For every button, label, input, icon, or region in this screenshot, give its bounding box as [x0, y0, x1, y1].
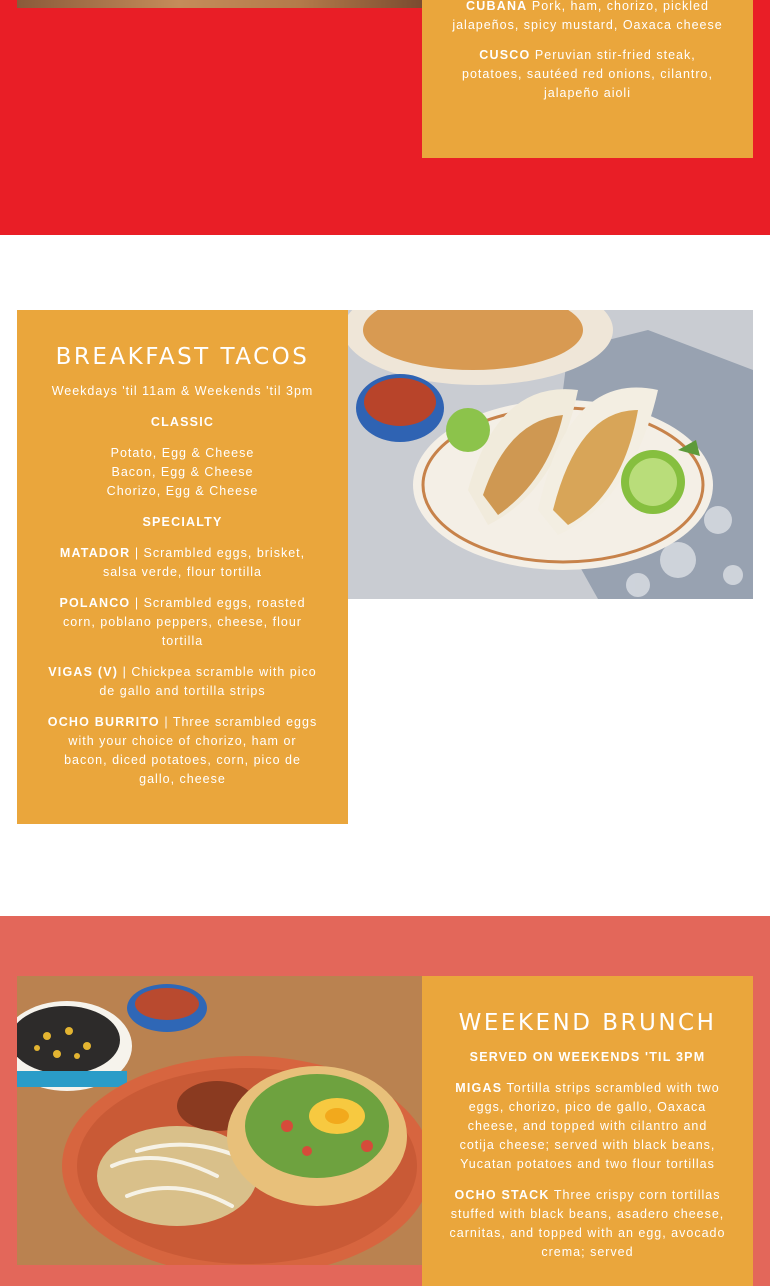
item-desc: Three scrambled eggs with your choice of chorizo, ham or bacon, diced potatoes, corn, pico de gallo, cheese: [64, 715, 318, 786]
item-name: CUSCO: [479, 48, 531, 62]
item-desc: Three crispy corn tortillas stuffed with black beans, asadero cheese, carnitas, and topped with an egg, avocado crema; served: [449, 1188, 726, 1259]
food-photo-top: [17, 0, 422, 8]
breakfast-tacos-card: [17, 310, 348, 824]
breakfast-tacos-title: BREAKFAST TACOS: [55, 344, 310, 370]
list-item: Potato, Egg & Cheese: [110, 446, 255, 460]
item-separator: |: [134, 546, 140, 560]
weekend-brunch-card: [422, 976, 753, 1286]
item-desc: Scrambled eggs, brisket, salsa verde, flour tortilla: [102, 546, 306, 579]
specialty-heading: SPECIALTY: [142, 515, 223, 529]
classic-heading: CLASSIC: [150, 415, 215, 429]
item-name: CUBANA: [466, 0, 528, 13]
item-name: VIGAS (V): [48, 665, 119, 679]
item-separator: |: [122, 665, 127, 679]
weekend-brunch-served: SERVED ON WEEKENDS 'TIL 3PM: [469, 1050, 706, 1064]
item-separator: |: [164, 715, 169, 729]
item-name: MATADOR: [59, 546, 131, 560]
menu-item-ocho-stack: [448, 1186, 727, 1262]
item-desc: Scrambled eggs, roasted corn, poblano peppers, cheese, flour tortilla: [63, 596, 306, 648]
item-desc: Pork, ham, chorizo, pickled jalapeños, spicy mustard, Oaxaca cheese: [452, 0, 723, 32]
item-name: OCHO STACK: [454, 1188, 550, 1202]
top-menu-card: [422, 0, 753, 158]
item-name: OCHO BURRITO: [47, 715, 160, 729]
item-desc: Chickpea scramble with pico de gallo and tortilla strips: [99, 665, 317, 698]
item-name: POLANCO: [59, 596, 131, 610]
menu-item-ocho-burrito: [45, 713, 320, 789]
menu-item-cusco: [452, 46, 723, 103]
item-desc: Tortilla strips scrambled with two eggs, chorizo, pico de gallo, Oaxaca cheese, and topped with cilantro and cotija cheese; served with black beans, Yucatan potatoes and two flour tortillas: [459, 1081, 720, 1171]
item-desc: Peruvian stir-fried steak, potatoes, sautéed red onions, cilantro, jalapeño aioli: [462, 48, 713, 100]
breakfast-tacos-photo: [348, 310, 753, 599]
classic-list: [45, 444, 320, 501]
weekend-brunch-title: WEEKEND BRUNCH: [458, 1010, 717, 1036]
menu-item-matador: [45, 544, 320, 582]
menu-item-migas: [448, 1079, 727, 1174]
item-separator: |: [134, 596, 140, 610]
breakfast-tacos-hours: Weekdays 'til 11am & Weekends 'til 3pm: [51, 384, 314, 398]
list-item: Bacon, Egg & Cheese: [111, 465, 254, 479]
list-item: Chorizo, Egg & Cheese: [106, 484, 259, 498]
menu-item-polanco: [45, 594, 320, 651]
menu-item-vigas: [45, 663, 320, 701]
menu-item-cubana: [452, 0, 723, 35]
item-name: MIGAS: [455, 1081, 503, 1095]
weekend-brunch-photo: [17, 976, 422, 1265]
